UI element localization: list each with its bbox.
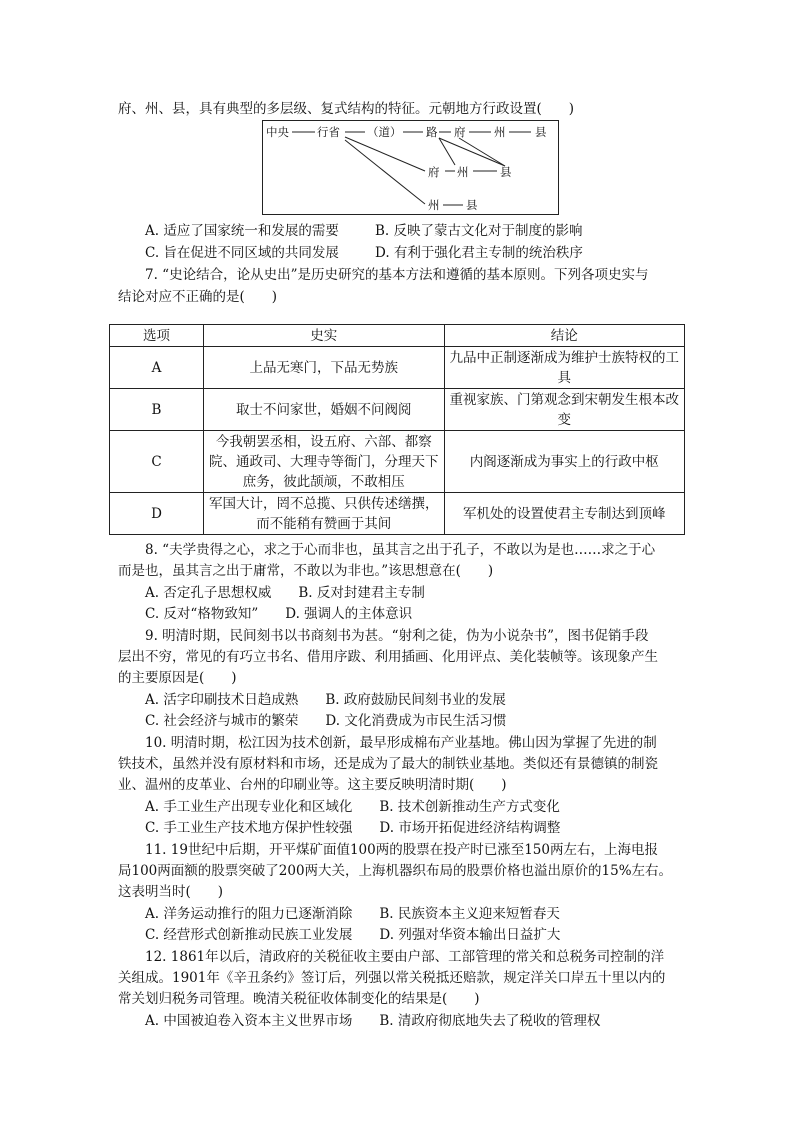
- q12-stem-3: 常关划归税务司管理。晚清关税征收体制变化的结果是( ): [118, 991, 480, 1007]
- row-fact: 取士不问家世，婚姻不问阀阅: [204, 389, 444, 431]
- label-lu: 路: [426, 125, 438, 139]
- line-xingsheng-zhou3: [345, 140, 425, 204]
- line-fu1-xian2: [459, 138, 505, 166]
- header-fact: 史实: [204, 325, 444, 347]
- row-option: C: [110, 431, 204, 493]
- label-zhongyang: 中央: [266, 125, 289, 139]
- diagram-lines: [263, 121, 560, 216]
- label-zhou-1: 州: [494, 125, 506, 139]
- q7-stem-2: 结论对应不正确的是( ): [118, 289, 278, 305]
- q12-stem-2: 关组成。1901年《辛丑条约》签订后，列强以常关税抵还赔款，规定洋关口岸五十里以内的: [118, 970, 666, 986]
- table-row: [110, 389, 685, 431]
- row-option: A: [110, 347, 204, 389]
- header-conclusion: 结论: [444, 325, 685, 347]
- label-zhou-2: 州: [457, 165, 469, 179]
- label-fu-1: 府: [454, 125, 466, 139]
- q6-option-a: A. 适应了国家统一和发展的需要: [145, 223, 339, 239]
- q7-stem-1: 7. “史论结合，论从史出”是历史研究的基本方法和遵循的基本原则。下列各项史实与: [145, 267, 649, 283]
- line-lu-xian2: [439, 138, 505, 166]
- q7-table: [109, 324, 685, 535]
- q10-stem-1: 10. 明清时期，松江因为技术创新，最早形成棉布产业基地。佛山因为掌握了先进的制: [145, 735, 657, 751]
- line-xingsheng-fu2: [345, 137, 425, 171]
- q10-stem-2: 铁技术，虽然并没有原材料和市场，还是成为了最大的制铁业基地。类似还有景德镇的制瓷: [118, 756, 658, 772]
- label-xingsheng: 行省: [317, 125, 340, 139]
- q12-options-ab: A. 中国被迫卷入资本主义世界市场 B. 清政府彻底地失去了税收的管理权: [145, 1013, 601, 1029]
- row-conclusion: 九品中正制逐渐成为维护士族特权的工具: [444, 347, 685, 389]
- row-conclusion: 军机处的设置使君主专制达到顶峰: [444, 493, 685, 535]
- q11-options-cd: C. 经营形式创新推动民族工业发展 D. 列强对华资本输出日益扩大: [145, 927, 561, 943]
- q8-options-ab: A. 否定孔子思想权威 B. 反对封建君主专制: [145, 585, 425, 601]
- label-xian-2: 县: [500, 165, 512, 179]
- label-xian-1: 县: [535, 125, 547, 139]
- row-option: B: [110, 389, 204, 431]
- row-fact: 今我朝罢丞相，设五府、六部、都察院、通政司、大理寺等衙门，分理天下庶务，彼此颉颃，不敢相压: [204, 431, 444, 493]
- label-fu-2: 府: [428, 165, 440, 179]
- q10-options-ab: A. 手工业生产出现专业化和区域化 B. 技术创新推动生产方式变化: [145, 799, 560, 815]
- row-option: D: [110, 493, 204, 535]
- table-row: [110, 431, 685, 493]
- label-xian-3: 县: [466, 198, 478, 212]
- q11-stem-3: 这表明当时( ): [118, 884, 224, 900]
- label-dao: （道）: [367, 125, 402, 139]
- q9-stem-1: 9. 明清时期，民间刻书以书商刻书为甚。“射利之徒，伪为小说杂书”，图书促销手段: [145, 628, 649, 644]
- q8-stem-2: 而是也，虽其言之出于庸常，不敢以为非也。”该思想意在( ): [118, 563, 494, 579]
- table-row: [110, 347, 685, 389]
- row-conclusion: 内阁逐渐成为事实上的行政中枢: [444, 431, 685, 493]
- row-fact: 军国大计，罔不总揽、只供传述缮撰，而不能稍有赞画于其间: [204, 493, 444, 535]
- q11-stem-1: 11. 19世纪中后期，开平煤矿面值100两的股票在投产时已涨至150两左右，上海电报: [145, 842, 658, 858]
- header-option: 选项: [110, 325, 204, 347]
- q11-options-ab: A. 洋务运动推行的阻力已逐渐消除 B. 民族资本主义迎来短暂春天: [145, 906, 560, 922]
- q8-options-cd: C. 反对“格物致知” D. 强调人的主体意识: [145, 606, 413, 622]
- table-header-row: [110, 325, 685, 347]
- q6-option-d: D. 有利于强化君主专制的统治秩序: [375, 245, 583, 261]
- q9-stem-3: 的主要原因是( ): [118, 670, 237, 686]
- q6-option-c: C. 旨在促进不同区域的共同发展: [145, 245, 339, 261]
- q9-options-ab: A. 活字印刷技术日趋成熟 B. 政府鼓励民间刻书业的发展: [145, 692, 506, 708]
- row-conclusion: 重视家族、门第观念到宋朝发生根本改变: [444, 389, 685, 431]
- q6-option-b: B. 反映了蒙古文化对于制度的影响: [375, 223, 583, 239]
- q10-options-cd: C. 手工业生产技术地方保护性较强 D. 市场开拓促进经济结构调整: [145, 820, 561, 836]
- q9-stem-2: 层出不穷，常见的有巧立书名、借用序跋、利用插画、化用评点、美化装帧等。该现象产生: [118, 649, 658, 665]
- table-row: [110, 493, 685, 535]
- q12-stem-1: 12. 1861年以后，清政府的关税征收主要由户部、工部管理的常关和总税务司控制的洋: [145, 949, 665, 965]
- row-fact: 上品无寒门，下品无势族: [204, 347, 444, 389]
- q10-stem-3: 业、温州的皮革业、台州的印刷业等。这主要反映明清时期( ): [118, 777, 507, 793]
- label-zhou-3: 州: [428, 198, 440, 212]
- line-lu-zhou2: [439, 138, 455, 165]
- q9-options-cd: C. 社会经济与城市的繁荣 D. 文化消费成为市民生活习惯: [145, 713, 507, 729]
- q8-stem-1: 8. “夫学贵得之心，求之于心而非也，虽其言之出于孔子，不敢以为是也……求之于心: [145, 542, 656, 558]
- intro-line: 府、州、县，具有典型的多层级、复式结构的特征。元朝地方行政设置( ): [118, 101, 575, 117]
- q11-stem-2: 局100两面额的股票突破了200两大关，上海机器织布局的股票价格也溢出原价的15%左右。: [118, 863, 673, 879]
- admin-structure-diagram: [262, 120, 559, 215]
